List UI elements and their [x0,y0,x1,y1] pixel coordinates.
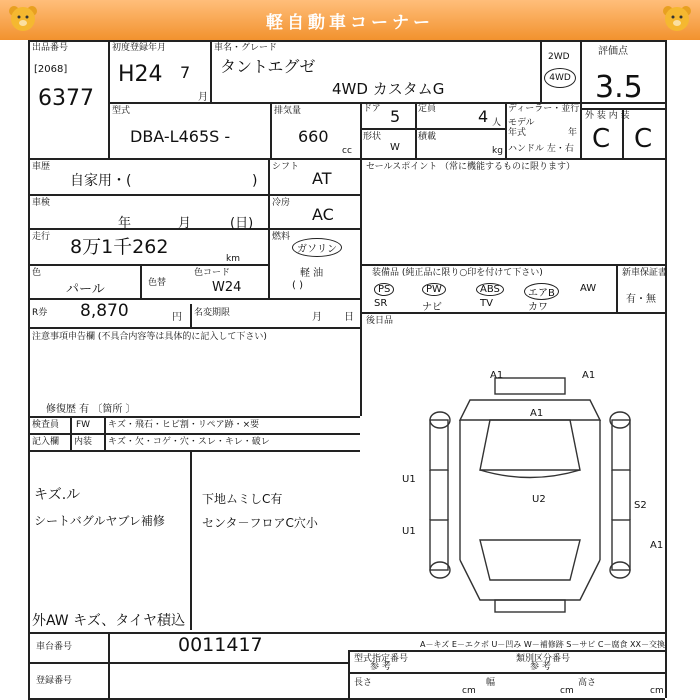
chassis-label: 車台番号 [36,642,73,652]
registration-label: 登録番号 [36,676,73,686]
dealer-year-label: 年式 [508,128,527,138]
color-change-label: 色替 [148,278,167,288]
type-ref: 参 考 [370,662,391,672]
mileage-unit: km [226,254,240,264]
car-diagram [400,360,660,630]
equipment-item: PS [374,283,394,296]
rating-ext-int-label: 外 装 内 装 [585,111,630,121]
equipment-item: PW [422,283,446,296]
damage-mark: U2 [532,494,546,505]
reg-label: 初度登録年月 [112,43,167,53]
height-unit: cm [650,686,664,696]
class-label: 類別区分番号 [516,654,571,664]
body-shape-label: 形状 [363,132,382,142]
displacement-unit: cc [342,146,352,156]
displacement-value: 660 [298,127,329,146]
lot-label: 出品番号 [32,43,69,53]
body-shape-value: W [390,142,400,153]
entry-items: キズ・欠・コゲ・穴・スレ・キレ・破レ [108,437,270,447]
equipment-item: ナビ [422,302,442,313]
dealer-handle-label: ハンドル 左・右 [508,144,574,154]
inspection-month: 月 [178,216,192,231]
capacity-value: 4 [478,107,489,126]
entry-interior: 内装 [74,437,93,447]
history-value: 自家用・( [70,173,132,189]
entry-label: 記入欄 [32,437,60,447]
width-label: 幅 [486,678,496,688]
hand-note-2: シートバグルヤブレ補修 [34,514,165,528]
mileage-value: 8万1千262 [70,236,169,258]
mileage-label: 走行 [32,232,51,242]
hand-note-3: 下地ムミしC有 [202,492,283,506]
drive-2wd-label: 2WD [548,52,570,62]
equipment-item: カワ [528,302,548,313]
damage-mark: A1 [650,540,664,551]
warranty-label: 新車保証書 [622,268,668,278]
inspection-day: (日) [230,216,254,231]
model-grade: 4WD カスタムG [332,80,445,98]
later-items-label: 後日品 [366,316,394,326]
hand-note-4: センタ－フロアC穴小 [202,516,318,530]
repair-history: 修復歴 有 〔箇所 〕 [46,404,136,415]
length-unit: cm [462,686,476,696]
inspector-label: 検査員 [32,420,60,430]
color-code-label: 色コード [194,268,231,278]
color-value: パール [66,282,105,297]
rating-int: C [634,124,653,154]
doors-value: 5 [390,107,401,126]
ac-value: AC [312,205,334,224]
damage-mark: A1 [582,370,596,381]
color-label: 色 [32,268,42,278]
reg-era: H24 [118,62,163,87]
model-name: タントエグゼ [220,57,316,76]
type-value: DBA-L465S - [130,127,231,146]
shift-value: AT [312,169,332,188]
model-label: 車名・グレード [214,43,278,53]
capacity-label: 定員 [418,104,437,114]
hand-note-5: 外AW キズ、タイヤ積込 [32,613,185,629]
name-change-label: 名変期限 [194,308,231,318]
fuel-other: 軽 油 [300,268,324,279]
dealer-model-label: モデル [508,118,535,128]
recycle-value: 8,870 [80,301,129,321]
class-ref: 参 考 [530,662,551,672]
notes-label: 注意事項申告欄 (不具合内容等は具体的に記入して下さい) [32,332,267,342]
lot-number: 6377 [38,86,94,111]
inspection-label: 車検 [32,198,51,208]
inspector-items: キズ・飛石・ヒビ割・リペア跡・×要 [108,420,260,430]
history-close: ) [252,173,258,189]
displacement-label: 排気量 [274,106,302,116]
load-unit: kg [492,146,503,156]
rating-label: 評価点 [598,46,628,57]
recycle-label: R券 [32,308,48,318]
reg-month: 7 [180,63,191,82]
dealer-year-unit: 年 [568,128,578,138]
dealer-label: ディーラー・並行 [508,104,580,114]
ac-label: 冷房 [272,198,291,208]
width-unit: cm [560,686,574,696]
load-label: 積載 [418,132,437,142]
damage-mark: U1 [402,526,416,537]
height-label: 高さ [578,678,597,688]
equipment-item: TV [480,298,493,309]
history-label: 車歴 [32,162,51,172]
inspection-year: 年 [118,216,132,231]
lot-code: [2068] [34,64,68,75]
equipment-item: AW [580,283,597,294]
chassis-value: 0011417 [178,634,263,656]
banner-title: 軽自動車コーナー [266,13,434,33]
damage-mark: A1 [490,370,504,381]
rating-ext: C [592,124,611,154]
sales-point-label: セールスポイント （常に機能するものに限ります） [366,162,576,172]
damage-mark: U1 [402,474,416,485]
doors-label: ドア [363,104,381,114]
drive-4wd-selected: 4WD [544,68,576,88]
name-change-day: 日 [344,312,354,323]
hand-note-1: キズ.ル [34,487,81,503]
name-change-month: 月 [312,312,322,323]
equipment-item: ABS [476,283,504,296]
type-designation-label: 型式指定番号 [354,654,409,664]
shift-label: シフト [272,162,300,172]
type-label: 型式 [112,106,131,116]
damage-mark: S2 [634,500,647,511]
inspector-fw: FW [76,420,91,430]
fuel-label: 燃料 [272,232,291,242]
reg-month-unit: 月 [198,92,208,103]
equipment-item: エアB [524,283,559,300]
equipment-item: SR [374,298,388,309]
recycle-unit: 円 [172,312,182,323]
warranty-value: 有・無 [626,294,656,305]
length-label: 長さ [354,678,373,688]
fuel-paren: ( ) [292,280,303,291]
capacity-unit: 人 [492,118,502,128]
rating-score: 3.5 [595,70,643,105]
fuel-selected: ガソリン [292,238,342,257]
damage-legend: A－キズ E－エクボ U－凹み W－補修跡 S－サビ C－腐食 XX－交換 [420,640,666,649]
color-code: W24 [212,280,242,295]
equipment-label: 装備品 (純正品に限り○印を付けて下さい) [372,268,543,278]
damage-mark: A1 [530,408,544,419]
